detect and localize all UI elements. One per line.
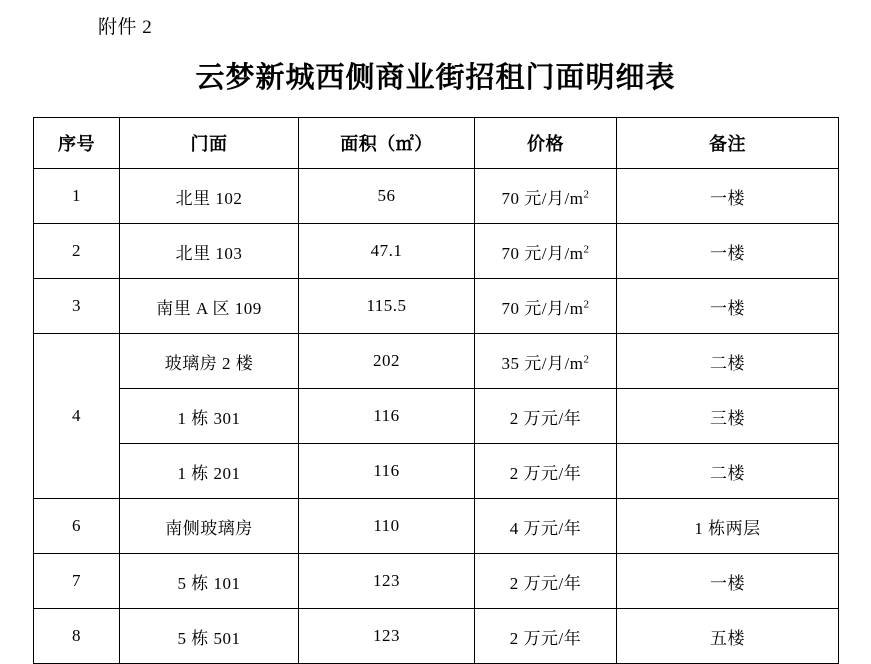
cell-no: 6	[34, 499, 120, 554]
price-text: 35 元/月/m	[501, 353, 584, 373]
cell-no: 3	[34, 279, 120, 334]
cell-price	[475, 169, 617, 224]
table-row	[34, 609, 839, 664]
price-exponent: 2	[583, 297, 590, 310]
cell-no: 1	[34, 169, 120, 224]
cell-remark: 三楼	[617, 389, 839, 444]
cell-remark: 一楼	[617, 169, 839, 224]
cell-shop: 5 栋 501	[120, 609, 299, 664]
cell-shop: 南侧玻璃房	[120, 499, 299, 554]
cell-remark: 一楼	[617, 554, 839, 609]
cell-remark: 二楼	[617, 444, 839, 499]
cell-price	[475, 224, 617, 279]
cell-remark: 一楼	[617, 279, 839, 334]
table-row	[34, 554, 839, 609]
cell-shop: 1 栋 201	[120, 444, 299, 499]
cell-no: 2	[34, 224, 120, 279]
cell-area: 123	[299, 554, 475, 609]
page-title: 云梦新城西侧商业街招租门面明细表	[195, 62, 676, 94]
cell-area: 123	[299, 609, 475, 664]
column-header-shop: 门面	[120, 118, 299, 169]
cell-remark: 1 栋两层	[617, 499, 839, 554]
column-header-area: 面积（㎡）	[299, 118, 475, 169]
attachment-label: 附件 2	[98, 17, 153, 38]
price-exponent: 2	[583, 352, 590, 365]
price-text: 70 元/月/m	[501, 243, 584, 263]
cell-area: 116	[299, 389, 475, 444]
column-header-no: 序号	[34, 118, 120, 169]
cell-price	[475, 444, 617, 499]
cell-price	[475, 499, 617, 554]
cell-price	[475, 279, 617, 334]
cell-price	[475, 554, 617, 609]
price-text: 2 万元/年	[509, 408, 582, 428]
cell-area: 110	[299, 499, 475, 554]
table-header-row	[34, 118, 839, 169]
price-exponent: 2	[583, 242, 590, 255]
cell-no: 7	[34, 554, 120, 609]
table-row	[34, 444, 839, 499]
cell-no: 8	[34, 609, 120, 664]
cell-remark: 五楼	[617, 609, 839, 664]
price-text: 4 万元/年	[509, 518, 582, 538]
cell-price	[475, 389, 617, 444]
cell-area: 116	[299, 444, 475, 499]
cell-price	[475, 609, 617, 664]
price-text: 2 万元/年	[509, 628, 582, 648]
cell-remark: 一楼	[617, 224, 839, 279]
table-row	[34, 499, 839, 554]
cell-price	[475, 334, 617, 389]
price-text: 2 万元/年	[509, 573, 582, 593]
table-row	[34, 224, 839, 279]
cell-shop: 南里 A 区 109	[120, 279, 299, 334]
table-container	[33, 117, 838, 664]
cell-area: 115.5	[299, 279, 475, 334]
column-header-remark: 备注	[617, 118, 839, 169]
price-text: 70 元/月/m	[501, 188, 584, 208]
table-row	[34, 389, 839, 444]
price-text: 70 元/月/m	[501, 298, 584, 318]
price-exponent: 2	[583, 187, 590, 200]
cell-no-merged: 4	[34, 334, 120, 499]
cell-shop: 玻璃房 2 楼	[120, 334, 299, 389]
cell-shop: 5 栋 101	[120, 554, 299, 609]
cell-shop: 北里 103	[120, 224, 299, 279]
cell-shop: 1 栋 301	[120, 389, 299, 444]
cell-shop: 北里 102	[120, 169, 299, 224]
cell-area: 47.1	[299, 224, 475, 279]
table-row	[34, 169, 839, 224]
column-header-price: 价格	[475, 118, 617, 169]
shop-detail-table	[33, 117, 839, 664]
table-row	[34, 279, 839, 334]
cell-area: 202	[299, 334, 475, 389]
cell-remark: 二楼	[617, 334, 839, 389]
price-text: 2 万元/年	[509, 463, 582, 483]
table-row	[34, 334, 839, 389]
cell-area: 56	[299, 169, 475, 224]
